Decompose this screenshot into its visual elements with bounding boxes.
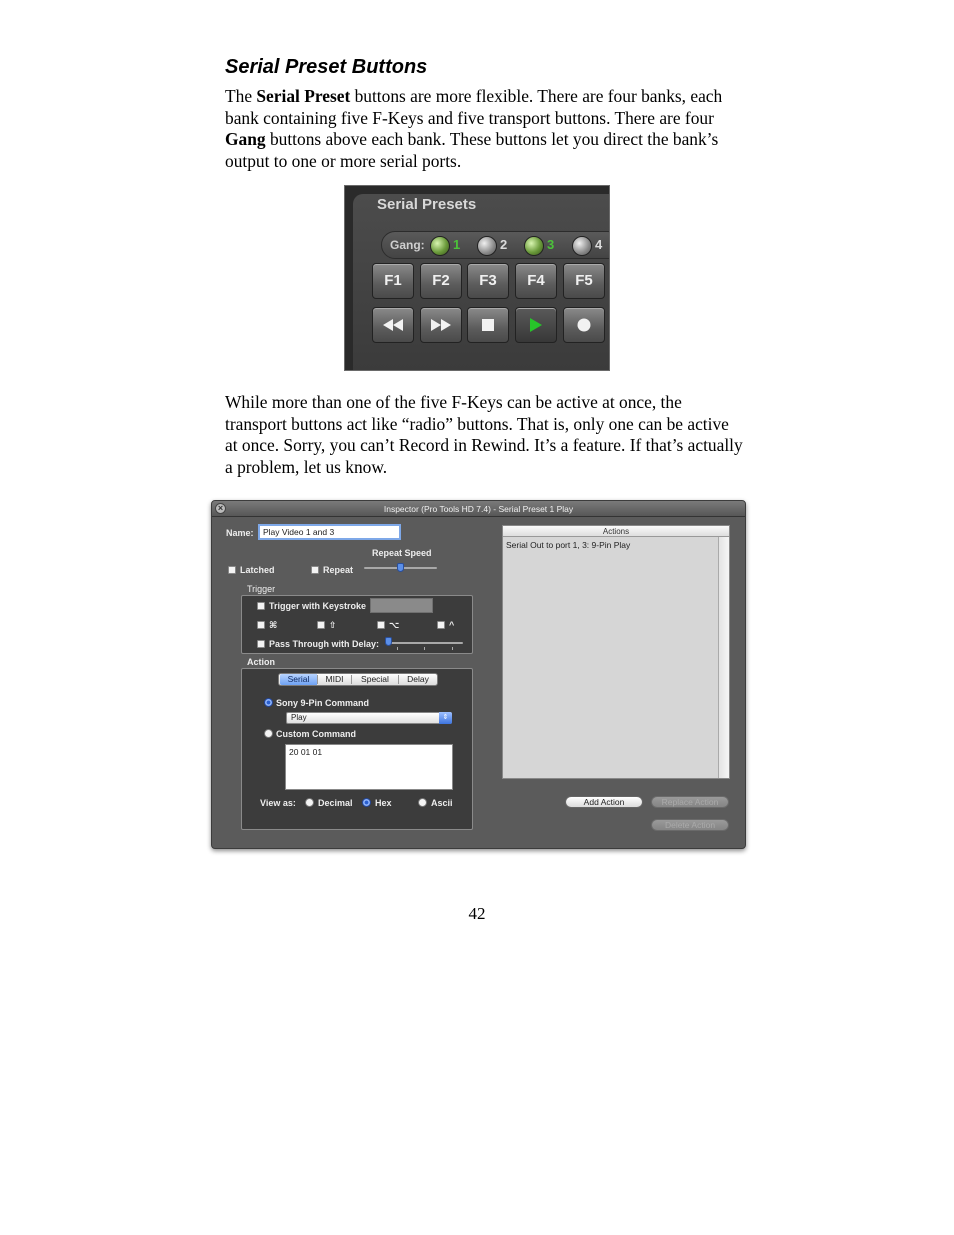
delay-slider[interactable] xyxy=(387,642,463,644)
shift-icon: ⇧ xyxy=(329,620,337,630)
play-icon xyxy=(530,318,542,332)
action-tabs xyxy=(278,673,438,686)
decimal-radio[interactable] xyxy=(305,798,314,807)
delete-action-button[interactable]: Delete Action xyxy=(651,819,729,831)
hex-radio[interactable] xyxy=(362,798,371,807)
pass-through-checkbox[interactable] xyxy=(257,640,265,648)
hex-label: Hex xyxy=(375,798,392,808)
repeat-checkbox[interactable] xyxy=(311,566,319,574)
name-label: Name: xyxy=(226,528,254,538)
gang-bar xyxy=(381,231,610,259)
stop-button[interactable] xyxy=(467,307,509,343)
tab-midi[interactable]: MIDI xyxy=(325,674,344,684)
ascii-radio[interactable] xyxy=(418,798,427,807)
play-button[interactable] xyxy=(515,307,557,343)
replace-action-button[interactable]: Replace Action xyxy=(651,796,729,808)
select-arrows-icon: ⇕ xyxy=(439,712,452,724)
slider-tick xyxy=(452,647,453,650)
f3-button[interactable]: F3 xyxy=(467,263,509,299)
latched-label: Latched xyxy=(240,565,275,575)
inspector-window xyxy=(211,500,746,849)
view-as-label: View as: xyxy=(260,798,296,808)
f4-button[interactable]: F4 xyxy=(515,263,557,299)
delay-knob[interactable] xyxy=(385,637,392,646)
rewind-icon xyxy=(383,319,403,331)
gang-label: Gang: xyxy=(390,238,425,252)
intro-paragraph: The Serial Preset buttons are more flexible. There are four banks, each bank containing five F-Keys and five transport buttons. There are four Gang buttons above each bank. These buttons let you direct the bank’s output to one or more serial ports. xyxy=(225,86,723,171)
gang-number-1: 1 xyxy=(453,237,461,252)
sony-9pin-label: Sony 9-Pin Command xyxy=(276,698,370,708)
custom-command-label: Custom Command xyxy=(276,729,357,739)
f1-button[interactable]: F1 xyxy=(372,263,414,299)
option-checkbox[interactable] xyxy=(377,621,385,629)
gang-number-3: 3 xyxy=(547,237,555,252)
ascii-label: Ascii xyxy=(431,798,453,808)
tab-delay[interactable]: Delay xyxy=(407,674,429,684)
option-icon: ⌥ xyxy=(389,620,400,630)
gang-button-3[interactable] xyxy=(524,236,544,256)
close-icon[interactable]: × xyxy=(215,503,226,514)
gang-button-1[interactable] xyxy=(430,236,450,256)
control-checkbox[interactable] xyxy=(437,621,445,629)
sony-command-select[interactable] xyxy=(286,712,452,724)
rewind-button[interactable] xyxy=(372,307,414,343)
decimal-label: Decimal xyxy=(318,798,353,808)
repeat-label: Repeat xyxy=(323,565,354,575)
gang-number-2: 2 xyxy=(500,237,508,252)
add-action-button[interactable]: Add Action xyxy=(565,796,643,808)
record-icon xyxy=(577,318,591,332)
repeat-speed-knob[interactable] xyxy=(397,563,404,572)
trigger-keystroke-label: Trigger with Keystroke xyxy=(269,601,367,611)
trigger-group xyxy=(241,595,473,654)
pass-through-label: Pass Through with Delay: xyxy=(269,639,380,649)
sony-9pin-radio[interactable] xyxy=(264,698,273,707)
list-item[interactable]: Serial Out to port 1, 3: 9-Pin Play xyxy=(506,540,631,550)
trigger-label: Trigger xyxy=(247,584,276,594)
name-input[interactable]: Play Video 1 and 3 xyxy=(258,524,401,540)
actions-scrollbar[interactable] xyxy=(718,537,729,778)
f5-button[interactable]: F5 xyxy=(563,263,605,299)
presets-title: Serial Presets xyxy=(377,196,477,213)
stop-icon xyxy=(482,319,494,331)
radio-buttons-paragraph: While more than one of the five F-Keys can be active at once, the transport buttons act like “radio” buttons. That is, only one can be active at once. Sorry, you can’t Record in Rewind. It’s a feature. If that’s actually a problem, let us know. xyxy=(225,392,743,477)
actions-header: Actions xyxy=(503,526,729,537)
page-number: 42 xyxy=(468,904,486,923)
fast-forward-icon xyxy=(431,319,451,331)
serial-presets-panel xyxy=(344,185,610,371)
gang-button-4[interactable] xyxy=(572,236,592,256)
tab-special[interactable]: Special xyxy=(361,674,389,684)
tab-serial[interactable]: Serial xyxy=(280,674,317,685)
gang-button-2[interactable] xyxy=(477,236,497,256)
slider-tick xyxy=(424,647,425,650)
command-icon: ⌘ xyxy=(269,620,278,630)
gang-number-4: 4 xyxy=(595,237,603,252)
repeat-speed-label: Repeat Speed xyxy=(372,548,432,558)
record-button[interactable] xyxy=(563,307,605,343)
trigger-keystroke-checkbox[interactable] xyxy=(257,602,265,610)
latched-checkbox[interactable] xyxy=(228,566,236,574)
fast-forward-button[interactable] xyxy=(420,307,462,343)
custom-command-radio[interactable] xyxy=(264,729,273,738)
window-title: Inspector (Pro Tools HD 7.4) - Serial Preset 1 Play xyxy=(383,504,574,514)
control-icon: ^ xyxy=(449,620,455,630)
f2-button[interactable]: F2 xyxy=(420,263,462,299)
section-heading: Serial Preset Buttons xyxy=(225,56,428,78)
command-checkbox[interactable] xyxy=(257,621,265,629)
sony-command-value: Play xyxy=(291,713,307,722)
slider-tick xyxy=(397,647,398,650)
actions-list[interactable] xyxy=(502,525,730,779)
keystroke-field[interactable] xyxy=(370,598,433,613)
custom-command-input[interactable]: 20 01 01 xyxy=(285,744,453,790)
title-bar[interactable] xyxy=(212,501,745,517)
action-label: Action xyxy=(247,657,275,667)
shift-checkbox[interactable] xyxy=(317,621,325,629)
